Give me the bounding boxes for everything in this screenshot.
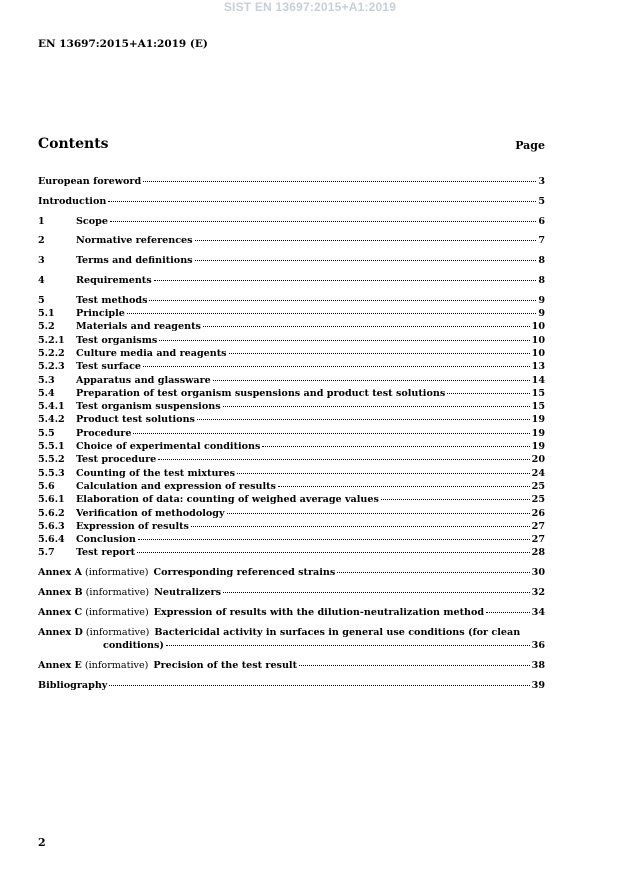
toc-leader-dots <box>143 366 530 367</box>
toc-entry-title: Terms and definitions <box>76 255 193 267</box>
toc-entry-page: 10 <box>531 321 545 333</box>
toc-entry-number: 5.5 <box>38 427 55 439</box>
annex-type: (informative) <box>85 606 149 618</box>
toc-entry-5-2[interactable] <box>38 320 545 333</box>
toc-entry-5-6-4[interactable] <box>38 533 545 546</box>
document-id: EN 13697:2015+A1:2019 (E) <box>38 38 208 50</box>
toc-entry-page: 19 <box>531 441 545 453</box>
toc-entry-5-6-2[interactable] <box>38 507 545 520</box>
toc-entry-5[interactable] <box>38 294 545 307</box>
toc-entry-3[interactable] <box>38 254 545 267</box>
annex-type: (informative) <box>84 659 149 671</box>
toc-entry-5-1[interactable] <box>38 307 545 320</box>
toc-annex-c[interactable] <box>38 606 545 619</box>
toc-leader-dots <box>133 433 529 434</box>
toc-entry-title: Choice of experimental conditions <box>76 441 261 453</box>
toc-entry-5-4-2[interactable] <box>38 413 545 426</box>
toc-entry-page: 9 <box>538 308 545 320</box>
toc-leader-dots <box>299 665 530 666</box>
toc-entry-number: 5 <box>38 294 45 306</box>
toc-entry-number: 5.7 <box>38 547 55 559</box>
toc-entry-page: 32 <box>531 587 545 599</box>
toc-annex-e[interactable] <box>38 659 545 672</box>
annex-type: (informative) <box>85 587 150 599</box>
toc-leader-dots <box>158 459 529 460</box>
toc-entry-page: 25 <box>531 480 545 492</box>
toc-entry-number: 5.6.1 <box>38 494 65 506</box>
annex-title-line-1: Bactericidal activity in surfaces in general use conditions (for clean <box>154 626 521 638</box>
toc-leader-dots <box>486 612 530 613</box>
toc-entry-5-6-3[interactable] <box>38 520 545 533</box>
toc-entry-page: 10 <box>531 334 545 346</box>
toc-entry-number: 5.5.2 <box>38 454 65 466</box>
toc-leader-dots <box>195 260 537 261</box>
toc-entry-5-2-2[interactable] <box>38 347 545 360</box>
toc-entry-5-6[interactable] <box>38 480 545 493</box>
annex-label: Annex D <box>38 626 83 638</box>
annex-title: Precision of the test result <box>153 659 298 671</box>
toc-leader-dots <box>166 645 530 646</box>
annex-label: Annex E <box>38 659 82 671</box>
toc-entry-page: 25 <box>531 494 545 506</box>
toc-entry-title: Bibliography <box>38 679 108 691</box>
toc-entry-title: Culture media and reagents <box>76 347 227 359</box>
toc-entry-page: 27 <box>531 520 545 532</box>
toc-entry-number: 5.6.3 <box>38 520 65 532</box>
toc-bibliography[interactable] <box>38 679 545 692</box>
toc-entry-page: 38 <box>531 659 545 671</box>
toc-entry-title: Test organism suspensions <box>76 401 221 413</box>
toc-leader-dots <box>223 406 530 407</box>
toc-entry-number: 5.4.1 <box>38 401 65 413</box>
toc-entry-title: Elaboration of data: counting of weighed average values <box>76 494 379 506</box>
toc-entry-title: European foreword <box>38 176 142 187</box>
toc-leader-dots <box>278 486 530 487</box>
annex-title: Neutralizers <box>154 587 222 599</box>
toc-leader-dots <box>108 201 536 202</box>
toc-leader-dots <box>223 592 530 593</box>
toc-entry-introduction[interactable] <box>38 195 545 208</box>
toc-leader-dots <box>149 300 536 301</box>
table-of-contents <box>38 175 545 692</box>
toc-entry-5-4[interactable] <box>38 387 545 400</box>
annex-label: Annex A <box>38 567 83 579</box>
toc-entry-page: 15 <box>531 387 545 399</box>
toc-entry-5-3[interactable] <box>38 374 545 387</box>
toc-entry-number: 5.3 <box>38 374 55 386</box>
toc-entry-page: 19 <box>531 414 545 426</box>
toc-entry-page: 20 <box>531 454 545 466</box>
toc-entry-page: 9 <box>538 294 545 306</box>
toc-leader-dots <box>229 353 530 354</box>
toc-entry-title: Preparation of test organism suspensions and product test solutions <box>76 387 446 399</box>
toc-leader-dots <box>447 393 529 394</box>
toc-leader-dots <box>127 313 536 314</box>
annex-title: Corresponding referenced strains <box>153 567 336 579</box>
toc-entry-number: 2 <box>38 235 45 247</box>
toc-entry-page: 34 <box>531 606 545 618</box>
toc-leader-dots <box>227 513 530 514</box>
toc-entry-4[interactable] <box>38 274 545 287</box>
toc-entry-title: Scope <box>76 215 108 227</box>
toc-annex-b[interactable] <box>38 586 545 599</box>
toc-entry-page: 6 <box>538 215 545 227</box>
contents-title: Contents <box>38 136 109 152</box>
toc-entry-number: 5.4.2 <box>38 414 65 426</box>
toc-entry-5-5-3[interactable] <box>38 467 545 480</box>
toc-leader-dots <box>110 221 536 222</box>
toc-entry-2[interactable] <box>38 234 545 247</box>
toc-entry-title: Test methods <box>76 294 148 306</box>
toc-entry-page: 10 <box>531 347 545 359</box>
toc-entry-page: 26 <box>531 507 545 519</box>
toc-entry-page: 30 <box>531 567 545 579</box>
toc-entry-title: Principle <box>76 308 125 320</box>
page-column-label: Page <box>515 139 545 152</box>
toc-entry-number: 5.6.4 <box>38 534 65 546</box>
toc-entry-1[interactable] <box>38 215 545 228</box>
toc-entry-title: Introduction <box>38 195 107 207</box>
toc-entry-title: Apparatus and glassware <box>76 374 211 386</box>
toc-entry-number: 5.6 <box>38 480 55 492</box>
toc-entry-page: 15 <box>531 401 545 413</box>
toc-annex-d[interactable] <box>38 626 545 653</box>
toc-entry-number: 5.1 <box>38 308 55 320</box>
toc-entry-number: 3 <box>38 255 45 267</box>
toc-entry-number: 5.2.2 <box>38 347 65 359</box>
toc-entry-title: Expression of results <box>76 520 189 532</box>
toc-entry-5-2-3[interactable] <box>38 360 545 373</box>
toc-leader-dots <box>154 280 537 281</box>
toc-entry-title: Conclusion <box>76 534 136 546</box>
toc-entry-title: Test organisms <box>76 334 158 346</box>
toc-entry-page: 14 <box>531 374 545 386</box>
toc-entry-page: 19 <box>531 427 545 439</box>
toc-entry-page: 8 <box>538 255 545 267</box>
toc-entry-title: Verification of methodology <box>76 507 225 519</box>
toc-entry-title: Normative references <box>76 235 193 247</box>
toc-entry-page: 36 <box>531 639 545 651</box>
toc-entry-title: Requirements <box>76 274 152 286</box>
toc-entry-page: 39 <box>531 679 545 691</box>
toc-leader-dots <box>138 539 530 540</box>
toc-entry-number: 5.2.1 <box>38 334 65 346</box>
toc-entry-title: Materials and reagents <box>76 321 201 333</box>
toc-leader-dots <box>191 526 530 527</box>
toc-leader-dots <box>109 685 529 686</box>
annex-label: Annex B <box>38 587 83 599</box>
toc-entry-5-5[interactable] <box>38 427 545 440</box>
toc-entry-title: Test procedure <box>76 454 157 466</box>
toc-leader-dots <box>159 340 529 341</box>
toc-entry-number: 5.2.3 <box>38 361 65 373</box>
toc-entry-page: 7 <box>538 235 545 247</box>
toc-entry-number: 5.2 <box>38 321 55 333</box>
toc-entry-page: 5 <box>538 195 545 207</box>
toc-entry-number: 5.6.2 <box>38 507 65 519</box>
toc-entry-title: Procedure <box>76 427 132 439</box>
toc-entry-title: Counting of the test mixtures <box>76 467 235 479</box>
annex-title: Expression of results with the dilution-neutralization method <box>153 606 485 618</box>
toc-entry-page: 8 <box>538 274 545 286</box>
toc-entry-number: 5.5.3 <box>38 467 65 479</box>
toc-entry-page: 13 <box>531 361 545 373</box>
toc-leader-dots <box>203 326 530 327</box>
toc-entry-number: 5.4 <box>38 387 55 399</box>
toc-entry-5-2-1[interactable] <box>38 334 545 347</box>
toc-entry-page: 28 <box>531 547 545 559</box>
toc-entry-5-4-1[interactable] <box>38 400 545 413</box>
toc-entry-5-5-1[interactable] <box>38 440 545 453</box>
toc-leader-dots <box>197 419 530 420</box>
toc-leader-dots <box>381 499 530 500</box>
toc-leader-dots <box>195 240 537 241</box>
toc-entry-title: Test surface <box>76 361 142 373</box>
toc-leader-dots <box>213 380 530 381</box>
annex-type: (informative) <box>85 626 150 638</box>
toc-entry-page: 24 <box>531 467 545 479</box>
toc-leader-dots <box>143 181 536 182</box>
toc-entry-page: 27 <box>531 534 545 546</box>
page-number: 2 <box>38 836 46 849</box>
toc-annex-a[interactable] <box>38 566 545 579</box>
toc-entry-foreword[interactable] <box>38 175 545 188</box>
annex-title-line-2: conditions) <box>103 639 164 651</box>
toc-entry-5-7[interactable] <box>38 546 545 559</box>
toc-entry-page: 3 <box>538 176 545 187</box>
toc-leader-dots <box>237 473 530 474</box>
annex-type: (informative) <box>85 567 149 579</box>
toc-entry-5-5-2[interactable] <box>38 453 545 466</box>
toc-entry-5-6-1[interactable] <box>38 493 545 506</box>
toc-entry-title: Test report <box>76 547 136 559</box>
toc-entry-number: 5.5.1 <box>38 441 65 453</box>
toc-leader-dots <box>337 572 529 573</box>
toc-entry-number: 1 <box>38 215 45 227</box>
toc-leader-dots <box>137 552 530 553</box>
toc-entry-number: 4 <box>38 274 45 286</box>
annex-label: Annex C <box>38 606 83 618</box>
toc-leader-dots <box>262 446 529 447</box>
toc-entry-title: Calculation and expression of results <box>76 480 276 492</box>
toc-entry-title: Product test solutions <box>76 414 195 426</box>
watermark: SIST EN 13697:2015+A1:2019 <box>223 0 397 14</box>
